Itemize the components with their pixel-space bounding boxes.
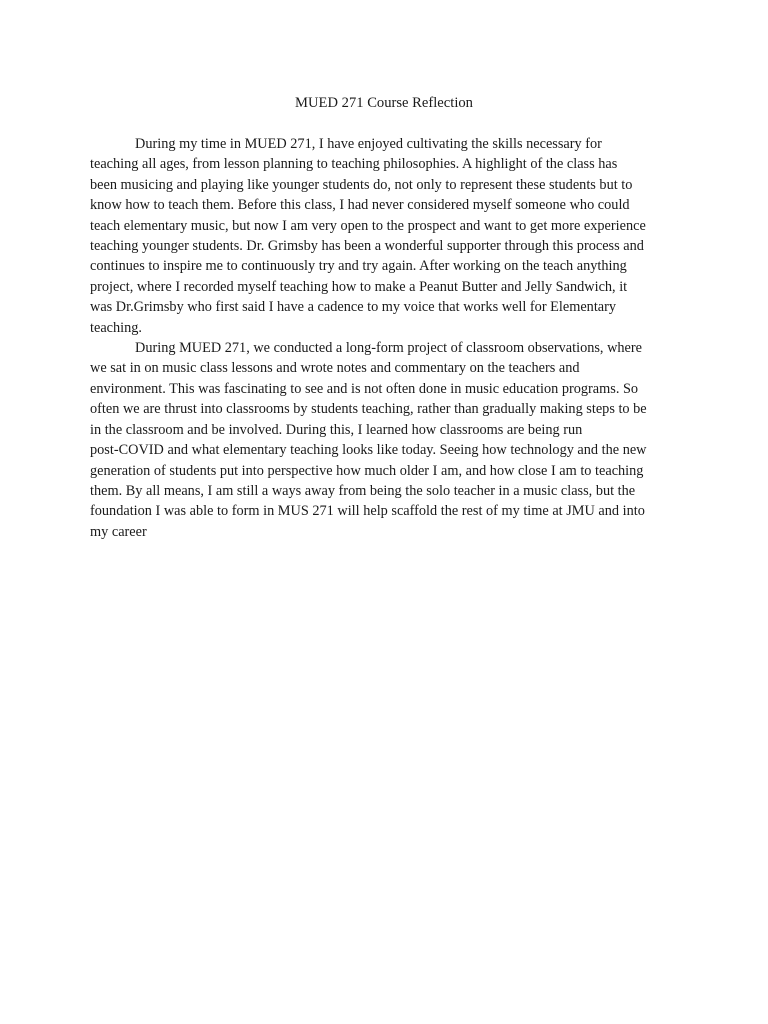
paragraph-1 [90,134,682,338]
text-line: them. By all means, I am still a ways away from being the solo teacher in a music class, but the [90,482,636,499]
text-line: generation of students put into perspective how much older I am, and how close I am to teaching [90,462,644,479]
text-line: was Dr.Grimsby who first said I have a cadence to my voice that works well for Elementary [90,299,617,316]
text-line: been musicing and playing like younger students do, not only to represent these students but to [90,176,633,193]
text-line: During my time in MUED 271, I have enjoyed cultivating the skills necessary for [135,136,602,152]
text-line: teaching. [90,319,143,336]
text-line: teaching all ages, from lesson planning to teaching philosophies. A highlight of the class has [90,156,618,173]
text-line: often we are thrust into classrooms by students teaching, rather than gradually making steps to be [90,401,647,418]
text-line: know how to teach them. Before this class, I had never considered myself someone who could [90,197,630,214]
text-line: foundation I was able to form in MUS 271 will help scaffold the rest of my time at JMU and into [90,503,645,520]
text-line: post-COVID and what elementary teaching looks like today. Seeing how technology and the new [90,442,647,459]
text-line: environment. This was fascinating to see and is not often done in music education programs. So [90,380,639,397]
text-line: During MUED 271, we conducted a long-form project of classroom observations, where [135,340,643,357]
text-line: teach elementary music, but now I am very open to the prospect and want to get more experience [90,217,646,234]
text-line: continues to inspire me to continuously try and try again. After working on the teach anything [90,258,627,275]
paragraph-2 [90,338,682,542]
text-line: we sat in on music class lessons and wrote notes and commentary on the teachers and [90,360,580,377]
text-line: my career [90,523,147,540]
text-line: teaching younger students. Dr. Grimsby has been a wonderful supporter through this process and [90,238,644,255]
document-body [90,134,682,542]
text-line: project, where I recorded myself teaching how to make a Peanut Butter and Jelly Sandwich, it [90,278,628,295]
text-line: in the classroom and be involved. During this, I learned how classrooms are being run [90,421,583,438]
document-title: MUED 271 Course Reflection [295,95,473,111]
